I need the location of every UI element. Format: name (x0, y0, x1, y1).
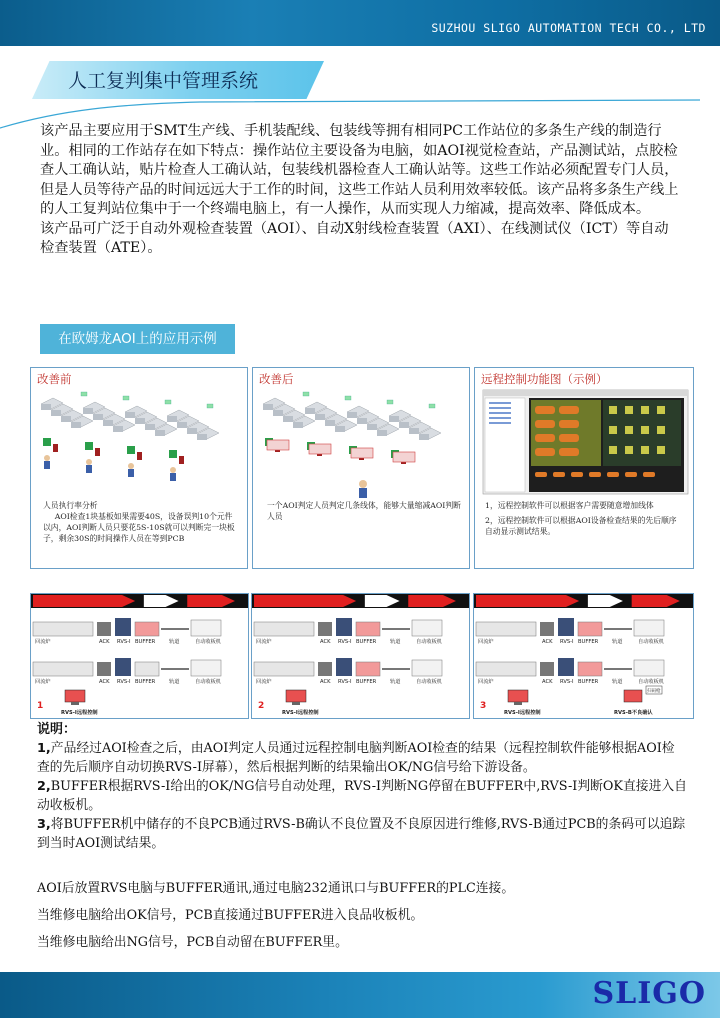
station-label: BUFFER (135, 639, 156, 645)
station-label: 自动收板机 (195, 639, 221, 645)
production-lines-before-illustration (31, 386, 247, 506)
station-label: 回流炉 (256, 639, 272, 645)
station-label: ACK (542, 679, 553, 685)
flow-step-number: 2 (258, 701, 265, 711)
station-label: RVS-I (338, 639, 352, 645)
note-item-2 (37, 777, 687, 815)
station-label: 轨道 (169, 679, 180, 685)
flow-arrow-red (476, 595, 579, 607)
station-label: BUFFER (356, 639, 377, 645)
panel-before-caption-title: 人员执行率分析 (43, 501, 98, 510)
station-label: RVS-I (117, 639, 131, 645)
station-label: ACK (320, 679, 331, 685)
station-label: 回流炉 (256, 679, 272, 685)
station-label: BUFFER (578, 639, 599, 645)
station-label: ACK (99, 679, 110, 685)
company-name: SUZHOU SLIGO AUTOMATION TECH CO., LTD (431, 21, 706, 35)
rvs-b-label: RVS-B不良确认 (614, 710, 653, 716)
station-label: 回流炉 (35, 679, 51, 685)
rvs-i-label: RVS-I远程控制 (282, 710, 319, 716)
station-label: ACK (320, 639, 331, 645)
station-label: 自动收板机 (195, 679, 221, 685)
note-number-2: 2, (37, 779, 51, 794)
note-number-3: 3, (37, 817, 51, 832)
intro-text (40, 122, 680, 259)
panel-before-caption-body: AOI检查1块基板如果需要40S，设备误判10个元件以内，AOI判断人员只要花5S-10S就可以判断完一块板子，剩余30S的时间操作人员在等到PCB (43, 512, 235, 543)
notes-heading: 说明： (37, 722, 77, 737)
station-label: ACK (99, 639, 110, 645)
panel-after (252, 367, 470, 569)
station-label: BUFFER (578, 679, 599, 685)
panel-after-title: 改善后 (259, 372, 294, 386)
station-label: 回流炉 (478, 679, 494, 685)
panel-before-title: 改善前 (37, 372, 72, 386)
flow-3-illustration (474, 594, 693, 718)
buffer-station (356, 662, 380, 676)
buffer-station (578, 662, 602, 676)
station-label: ACK (542, 639, 553, 645)
flow-arrow-red (33, 595, 135, 607)
notes-section (37, 720, 687, 853)
company-logo: SLIGO (592, 976, 706, 1011)
buffer-station (356, 622, 380, 636)
flow-arrow-red (254, 595, 356, 607)
station-label: 轨道 (390, 639, 401, 645)
note-item-3 (37, 815, 687, 853)
note-text-1: 产品经过AOI检查之后，由AOI判定人员通过远程控制电脑判断AOI检查的结果（远程控制软件能够根据AOI检查的先后顺序自动切换RVS-I屏幕），然后根据判断的结果输出OK/NG信号给下游设备。 (37, 741, 675, 775)
tail-line-2: 当维修电脑给出OK信号，PCB直接通过BUFFER进入良品收板机。 (37, 908, 424, 923)
panel-before (30, 367, 248, 569)
station-label: BUFFER (135, 679, 156, 685)
panel-remote-title: 远程控制功能图（示例） (481, 372, 608, 386)
intro-paragraph-1: 该产品主要应用于SMT生产线、手机装配线、包装线等拥有相同PC工作站位的多条生产线的制造行业。相同的工作站存在如下特点：操作站位主要设备为电脑，如AOI视觉检查站，产品测试站，点胶检查人工确认站，贴片检查人工确认站，包装线机器检查人工确认站等。这些工作站必须配置专门人员，但是人员等待产品的时间远远大于工作的时间，这些工作站人员利用效率较低。该产品将多条生产线上的人工复判站位集中于一个终端电脑上，有一人操作，从而实现人力缩减，提高效率、降低成本。 (40, 123, 679, 217)
flow-1-illustration (31, 594, 248, 718)
station-label: RVS-I (338, 679, 352, 685)
panel-remote-control (474, 367, 694, 569)
station-label: 轨道 (169, 639, 180, 645)
station-label: 自动收板机 (416, 679, 442, 685)
panel-remote-caption-1: 1，远程控制软件可以根据客户需要随意增加线体 (485, 501, 654, 510)
tail-line-1: AOI后放置RVS电脑与BUFFER通讯,通过电脑232通讯口与BUFFER的PLC连接。 (37, 881, 515, 896)
flow-2-illustration (252, 594, 469, 718)
tail-line-3: 当维修电脑给出NG信号，PCB自动留在BUFFER里。 (37, 935, 348, 950)
panel-remote-caption-2: 2，远程控制软件可以根据AOI设备检查结果的先后顺序自动显示测试结果。 (485, 516, 677, 536)
intro-paragraph-2: 该产品可广泛于自动外观检查装置（AOI）、自动X射线检查装置（AXI）、在线测试仪（ICT）等自动检查装置（ATE）。 (40, 220, 669, 256)
station-label: 回流炉 (35, 639, 51, 645)
note-text-2: BUFFER根据RVS-I给出的OK/NG信号自动处理，RVS-I判断NG停留在BUFFER中,RVS-I判断OK直接进入自动收板机。 (37, 779, 687, 813)
station-label: 轨道 (390, 679, 401, 685)
note-text-3: 将BUFFER机中储存的不良PCB通过RVS-B确认不良位置及不良原因进行维修,RVS-B通过PCB的条码可以追踪到当时AOI测试结果。 (37, 817, 686, 851)
station-label: 自动收板机 (416, 639, 442, 645)
flow-diagram-3 (473, 593, 694, 719)
station-label: RVS-I (117, 679, 131, 685)
station-label: RVS-I (560, 639, 574, 645)
station-label: 轨道 (612, 679, 623, 685)
buffer-station (135, 622, 159, 636)
flow-diagram-1 (30, 593, 249, 719)
application-section-tag: 在欧姆龙AOI上的应用示例 (40, 324, 235, 354)
station-label: BUFFER (356, 679, 377, 685)
buffer-station (578, 622, 602, 636)
flow-step-number: 3 (480, 701, 487, 711)
scanner-label: 扫码枪 (647, 689, 661, 694)
rvs-i-label: RVS-I远程控制 (504, 710, 541, 716)
note-item-1 (37, 739, 687, 777)
station-label: RVS-I (560, 679, 574, 685)
station-label: 自动收板机 (638, 679, 664, 685)
station-label: 自动收板机 (638, 639, 664, 645)
remote-software-screenshot (475, 386, 693, 498)
station-label: 回流炉 (478, 639, 494, 645)
flow-diagram-2 (251, 593, 470, 719)
rvs-i-label: RVS-I远程控制 (61, 710, 98, 716)
station-label: 轨道 (612, 639, 623, 645)
page-title: 人工复判集中管理系统 (68, 70, 259, 92)
panel-after-caption: 一个AOI判定人员判定几条线体，能够大量缩减AOI判断人员 (267, 501, 461, 521)
production-lines-after-illustration (253, 386, 469, 506)
buffer-station (135, 662, 159, 676)
note-number-1: 1, (37, 741, 51, 756)
flow-step-number: 1 (37, 701, 44, 711)
